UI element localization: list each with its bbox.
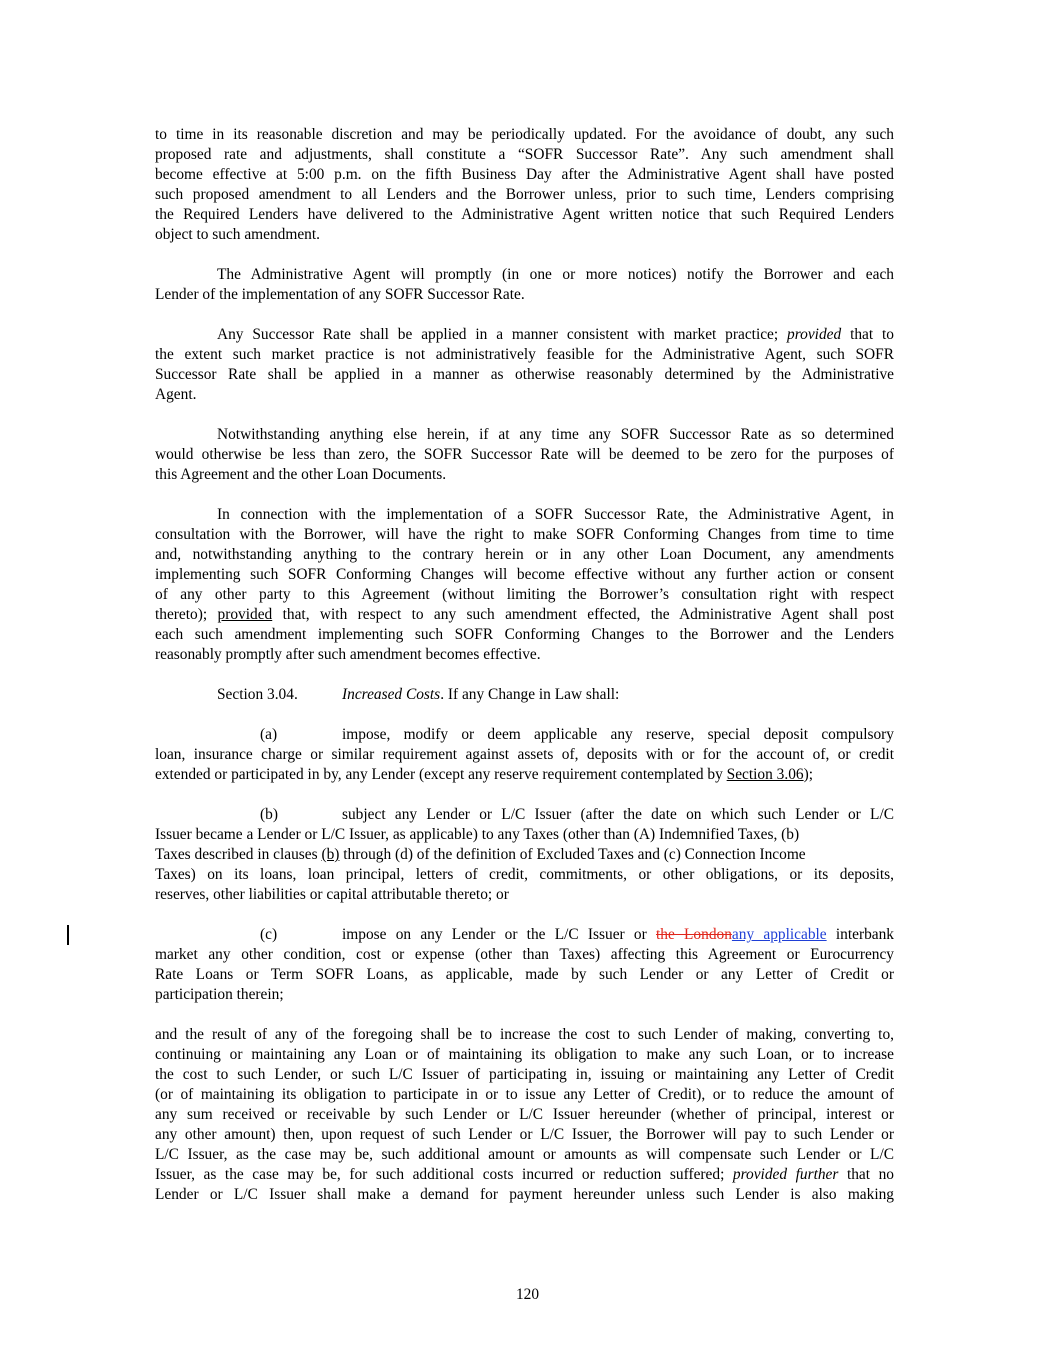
text-line: (or of maintaining its obligation to participate in or to issue any Letter of Credit), or to reduce the amount of bbox=[155, 1086, 894, 1103]
text-run: thereto); bbox=[155, 606, 208, 623]
text-run: subject any Lender or L/C Issuer (after the date on which such Lender or L/C bbox=[342, 806, 894, 823]
text-line: In connection with the implementation of a SOFR Successor Rate, the Administrative Agent, in bbox=[217, 506, 894, 523]
deleted-text: the London bbox=[655, 926, 732, 943]
text-line: Successor Rate shall be applied in a manner as otherwise reasonably determined by the Administrative bbox=[155, 366, 894, 383]
text-line: Rate Loans or Term SOFR Loans, as applicable, made by such Lender or any Letter of Credit or bbox=[155, 966, 894, 983]
text-line: Agent. bbox=[155, 386, 197, 403]
text-line: become effective at 5:00 p.m. on the fifth Business Day after the Administrative Agent shall have posted bbox=[155, 166, 894, 183]
text-line bbox=[155, 925, 894, 945]
paragraph-increased-cost-result bbox=[155, 1025, 894, 1205]
text-line: Issuer became a Lender or L/C Issuer, as applicable) to any Taxes (other than (A) Indemnified Taxes, (b) bbox=[155, 826, 800, 843]
paragraph-zero-floor bbox=[155, 425, 894, 485]
inserted-text: any applicable bbox=[731, 926, 827, 943]
text-line: and the result of any of the foregoing shall be to increase the cost to such Lender of making, converting to, bbox=[155, 1026, 894, 1043]
text-line: each such amendment implementing such SOFR Conforming Changes to the Borrower and the Lenders bbox=[155, 626, 894, 643]
text-line: proposed rate and adjustments, shall constitute a “SOFR Successor Rate”. Any such amendment shall bbox=[155, 146, 894, 163]
revision-change-bar bbox=[67, 925, 69, 945]
page-number: 120 bbox=[515, 1286, 540, 1303]
text-line: the Required Lenders have delivered to the Administrative Agent written notice that such Required Lenders bbox=[155, 206, 894, 223]
text-line: loan, insurance charge or similar requirement against assets of, deposits with or for the account of, or credit bbox=[155, 746, 894, 763]
text-line bbox=[155, 325, 894, 345]
document-body bbox=[155, 125, 894, 1225]
paragraph-market-practice bbox=[155, 325, 894, 405]
text-line: implementing such SOFR Conforming Changes will become effective without any further action or consent bbox=[155, 566, 894, 583]
text-line: market any other condition, cost or expense (other than Taxes) affecting this Agreement or Eurocurrency bbox=[155, 946, 894, 963]
text-run: interbank bbox=[835, 926, 894, 943]
underlined-term: provided bbox=[217, 606, 273, 623]
text-line: the cost to such Lender, or such L/C Issuer of participating in, issuing or maintaining any Letter of Credit bbox=[155, 1066, 894, 1083]
italic-term: provided bbox=[787, 326, 842, 343]
text-line bbox=[155, 845, 894, 865]
clause-label: (a) bbox=[260, 726, 278, 743]
text-line: reasonably promptly after such amendment becomes effective. bbox=[155, 646, 541, 663]
text-run: that, with respect to any such amendment effected, the Administrative Agent shall post bbox=[282, 606, 894, 623]
text-line: Lender or L/C Issuer shall make a demand for payment hereunder unless such Lender is also making bbox=[155, 1186, 894, 1203]
text-run: that to bbox=[850, 326, 894, 343]
text-line: object to such amendment. bbox=[155, 226, 320, 243]
text-line bbox=[155, 725, 894, 745]
text-run: impose, modify or deem applicable any reserve, special deposit compulsory bbox=[342, 726, 894, 743]
text-line: consultation with the Borrower, will have the right to make SOFR Conforming Changes from time to time bbox=[155, 526, 894, 543]
text-line bbox=[155, 765, 894, 785]
text-run: Taxes described in clauses bbox=[155, 846, 318, 863]
section-title: Increased Costs bbox=[342, 686, 441, 703]
text-line: of any other party to this Agreement (without limiting the Borrower’s consultation right with respect bbox=[155, 586, 894, 603]
text-line bbox=[155, 605, 894, 625]
text-run: extended or participated in by, any Lender (except any reserve requirement contemplated by bbox=[155, 766, 723, 783]
clause-reference-link[interactable]: (b) bbox=[321, 846, 340, 863]
paragraph-sofr-amendment bbox=[155, 125, 894, 245]
text-run: Any Successor Rate shall be applied in a manner consistent with market practice; bbox=[217, 326, 779, 343]
text-line: participation therein; bbox=[155, 986, 284, 1003]
text-line: to time in its reasonable discretion and may be periodically updated. For the avoidance of doubt, any such bbox=[155, 126, 894, 143]
text-line: and, notwithstanding anything to the contrary herein or in any other Loan Document, any amendments bbox=[155, 546, 894, 563]
clause-a bbox=[155, 725, 894, 785]
text-line: Notwithstanding anything else herein, if at any time any SOFR Successor Rate as so determined bbox=[217, 426, 894, 443]
text-line: the extent such market practice is not administratively feasible for the Administrative Agent, such SOFR bbox=[155, 346, 894, 363]
text-line bbox=[155, 1165, 894, 1185]
text-line: continuing or maintaining any Loan or of maintaining its obligation to make any such Loan, or to increase bbox=[155, 1046, 894, 1063]
text-line: any sum received or receivable by such Lender or L/C Issuer hereunder (whether of principal, interest or bbox=[155, 1106, 894, 1123]
section-reference-link[interactable]: Section 3.06 bbox=[726, 766, 804, 783]
clause-c bbox=[155, 925, 894, 1005]
text-run: that no bbox=[846, 1166, 894, 1183]
section-heading-line bbox=[155, 685, 894, 705]
paragraph-notify bbox=[155, 265, 894, 305]
section-lead: . If any Change in Law shall: bbox=[440, 686, 620, 703]
text-line: such proposed amendment to all Lenders and the Borrower unless, prior to such time, Lenders comprising bbox=[155, 186, 894, 203]
text-run: ); bbox=[803, 766, 813, 783]
text-line: The Administrative Agent will promptly (in one or more notices) notify the Borrower and each bbox=[217, 266, 894, 283]
paragraph-conforming-changes bbox=[155, 505, 894, 665]
text-line: Taxes) on its loans, loan principal, letters of credit, commitments, or other obligations, or its deposits, bbox=[155, 866, 894, 883]
text-line: L/C Issuer, as the case may be, such additional amount or amounts as will compensate such Lender or L/C bbox=[155, 1146, 894, 1163]
text-line: Lender of the implementation of any SOFR Successor Rate. bbox=[155, 286, 525, 303]
text-line bbox=[155, 805, 894, 825]
text-line: reserves, other liabilities or capital attributable thereto; or bbox=[155, 886, 509, 903]
text-run: impose on any Lender or the L/C Issuer or bbox=[342, 926, 647, 943]
clause-label: (b) bbox=[260, 806, 278, 823]
section-number: Section 3.04. bbox=[217, 686, 298, 703]
text-line: would otherwise be less than zero, the SOFR Successor Rate will be deemed to be zero for the purposes of bbox=[155, 446, 894, 463]
italic-term: provided further bbox=[732, 1166, 839, 1183]
text-run: through (d) of the definition of Excluded Taxes and (c) Connection Income bbox=[343, 846, 806, 863]
section-heading bbox=[155, 685, 894, 705]
text-run: Issuer, as the case may be, for such additional costs incurred or reduction suffered; bbox=[155, 1166, 725, 1183]
text-line: this Agreement and the other Loan Documents. bbox=[155, 466, 447, 483]
clause-b bbox=[155, 805, 894, 905]
clause-label: (c) bbox=[260, 926, 278, 943]
text-line: any other amount) then, upon request of such Lender or L/C Issuer, the Borrower will pay to such Lender or bbox=[155, 1126, 894, 1143]
